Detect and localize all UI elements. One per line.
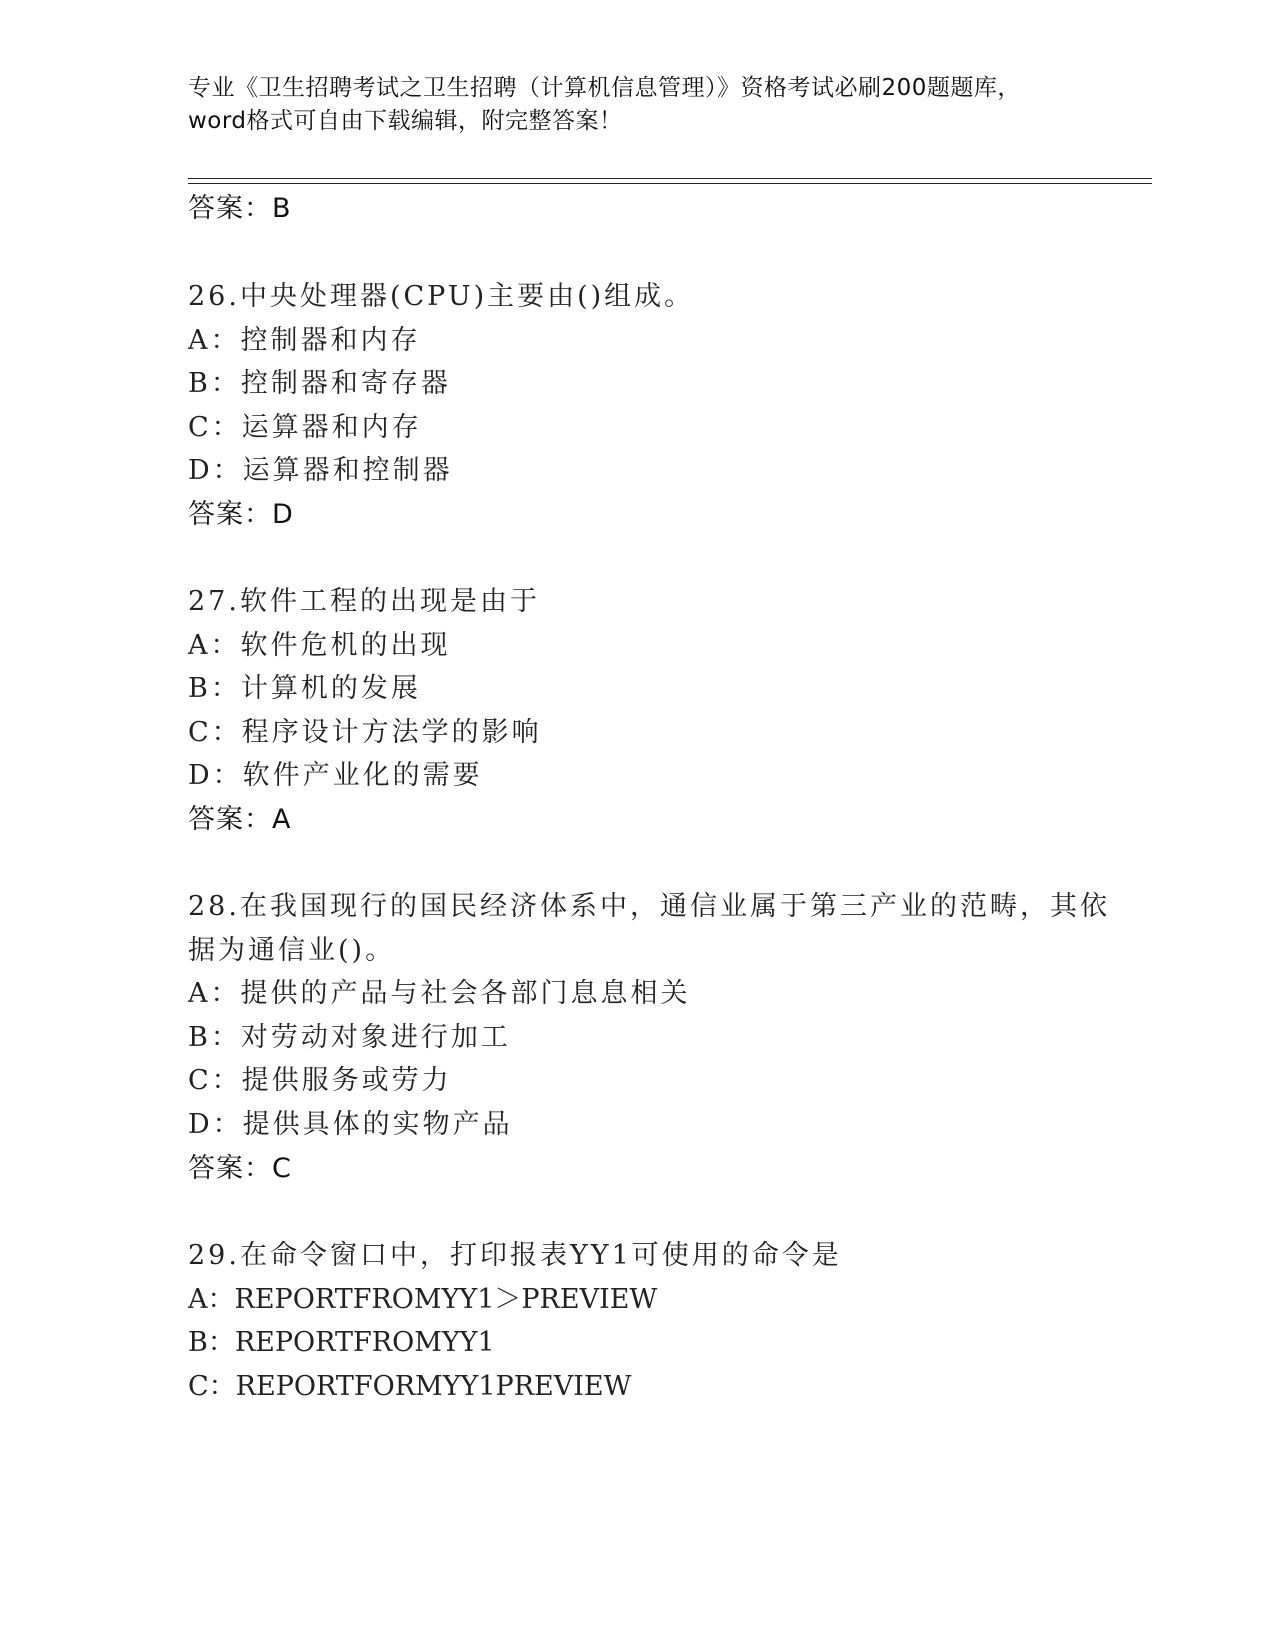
question-26-option-b: B：控制器和寄存器	[188, 368, 451, 399]
question-28-option-d: D：提供具体的实物产品	[188, 1109, 513, 1140]
question-29-option-b: B：REPORTFROMYY1	[188, 1327, 495, 1358]
question-27-option-b: B：计算机的发展	[188, 673, 421, 704]
question-27-answer: 答案：A	[188, 804, 292, 835]
document-header	[188, 72, 1088, 138]
question-29-option-c: C：REPORTFORMYY1PREVIEW	[188, 1371, 632, 1402]
header-line-1: 专业《卫生招聘考试之卫生招聘（计算机信息管理）》资格考试必刷200题题库，	[188, 75, 1021, 101]
question-28-text-line-2: 据为通信业()。	[188, 935, 396, 966]
question-26-text: 26.中央处理器(CPU)主要由()组成。	[188, 281, 695, 312]
question-27-option-d: D：软件产业化的需要	[188, 760, 483, 791]
question-27-option-c: C：程序设计方法学的影响	[188, 717, 542, 748]
question-28-text-line-1: 28.在我国现行的国民经济体系中，通信业属于第三产业的范畴，其依	[188, 891, 1110, 922]
question-26-option-a: A：控制器和内存	[188, 325, 421, 356]
question-29-text: 29.在命令窗口中，打印报表YY1可使用的命令是	[188, 1240, 842, 1271]
question-26-answer: 答案：D	[188, 499, 294, 530]
question-28-answer: 答案：C	[188, 1153, 292, 1184]
question-26-option-d: D：运算器和控制器	[188, 455, 453, 486]
header-divider-top	[188, 178, 1152, 179]
header-divider-bottom	[188, 183, 1152, 184]
previous-answer: 答案：B	[188, 193, 292, 224]
question-27-option-a: A：软件危机的出现	[188, 630, 451, 661]
header-line-2: word格式可自由下载编辑，附完整答案！	[188, 108, 623, 134]
question-28-option-c: C：提供服务或劳力	[188, 1065, 452, 1096]
question-28-option-a: A：提供的产品与社会各部门息息相关	[188, 978, 691, 1009]
question-27-text: 27.软件工程的出现是由于	[188, 586, 540, 617]
question-28-option-b: B：对劳动对象进行加工	[188, 1022, 511, 1053]
question-26-option-c: C：运算器和内存	[188, 412, 422, 443]
question-29-option-a: A：REPORTFROMYY1＞PREVIEW	[188, 1284, 658, 1315]
